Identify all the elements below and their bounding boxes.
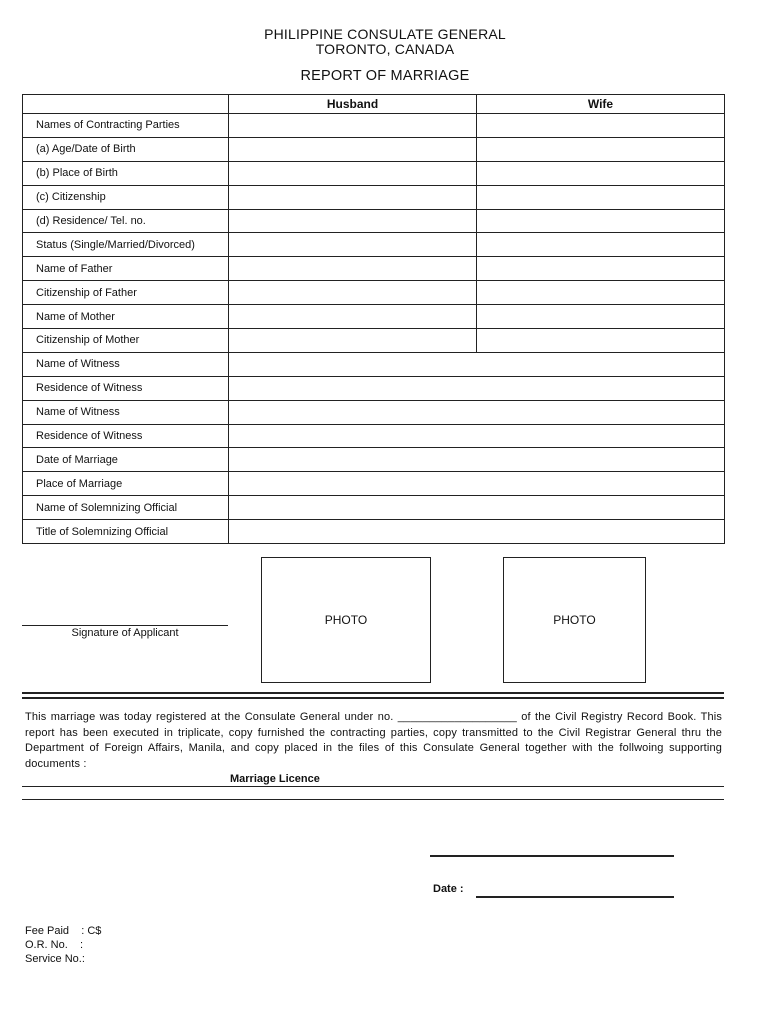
value-field[interactable] [229,520,725,544]
table-row [23,137,725,161]
table-row [23,400,725,424]
registration-statement: This marriage was today registered at the Consulate General under no. ___________________ of the Civil Registry Record Book. This report has been executed in triplicate, copy furnished the contracting parties, copy transmitted to the Civil Registrar General thru the Department of Foreign Affairs, Manila, and copy placed in the files of this Consulate General together with the follwoing supporting documents : [25,711,722,770]
table-row [23,329,725,353]
husband-field[interactable] [229,209,477,233]
row-label: Names of Contracting Parties [23,114,229,138]
date-label: Date : [433,883,464,895]
row-label: (c) Citizenship [23,185,229,209]
wife-column-header: Wife [477,95,725,114]
husband-field[interactable] [229,137,477,161]
row-label: (b) Place of Birth [23,161,229,185]
wife-field[interactable] [477,233,725,257]
marriage-report-table [22,94,725,544]
or-number-label: O.R. No. : [25,939,84,951]
table-row [23,233,725,257]
wife-field[interactable] [477,281,725,305]
row-label: Name of Mother [23,305,229,329]
row-label: Name of Witness [23,352,229,376]
supporting-document: Marriage Licence [230,773,320,785]
row-label: Name of Solemnizing Official [23,496,229,520]
table-row [23,281,725,305]
table-row [23,352,725,376]
husband-field[interactable] [229,161,477,185]
supporting-docs-line-1[interactable] [22,786,724,787]
wife-field[interactable] [477,209,725,233]
wife-field[interactable] [477,305,725,329]
table-row [23,185,725,209]
husband-photo-box: PHOTO [261,557,431,683]
value-field[interactable] [229,496,725,520]
table-row [23,209,725,233]
row-label: Title of Solemnizing Official [23,520,229,544]
service-number-label: Service No.: [25,953,85,965]
husband-field[interactable] [229,281,477,305]
row-label: Residence of Witness [23,424,229,448]
value-field[interactable] [229,352,725,376]
table-row [23,424,725,448]
table-row [23,496,725,520]
row-label: (a) Age/Date of Birth [23,137,229,161]
row-label: Date of Marriage [23,448,229,472]
table-row [23,257,725,281]
table-row [23,520,725,544]
row-label: Citizenship of Father [23,281,229,305]
section-divider [22,692,724,699]
table-row [23,305,725,329]
value-field[interactable] [229,424,725,448]
value-field[interactable] [229,400,725,424]
table-header-row [23,95,725,114]
row-label: Name of Witness [23,400,229,424]
value-field[interactable] [229,448,725,472]
blank-header-cell [23,95,229,114]
table-row [23,472,725,496]
husband-column-header: Husband [229,95,477,114]
table-row [23,376,725,400]
husband-field[interactable] [229,305,477,329]
table-row [23,161,725,185]
row-label: (d) Residence/ Tel. no. [23,209,229,233]
consul-signature-line[interactable] [430,855,674,857]
wife-field[interactable] [477,185,725,209]
table-row [23,448,725,472]
consulate-location: TORONTO, CANADA [315,41,455,57]
wife-field[interactable] [477,329,725,353]
value-field[interactable] [229,376,725,400]
husband-field[interactable] [229,114,477,138]
row-label: Place of Marriage [23,472,229,496]
signature-line[interactable] [22,625,228,626]
form-title: REPORT OF MARRIAGE [300,68,470,84]
wife-field[interactable] [477,161,725,185]
wife-field[interactable] [477,257,725,281]
table-row [23,114,725,138]
row-label: Residence of Witness [23,376,229,400]
wife-field[interactable] [477,137,725,161]
wife-field[interactable] [477,114,725,138]
date-line[interactable] [476,896,674,898]
consulate-name: PHILIPPINE CONSULATE GENERAL [264,26,506,42]
signature-label: Signature of Applicant [71,627,179,639]
fee-paid-label: Fee Paid : C$ [25,925,102,937]
wife-photo-box: PHOTO [503,557,646,683]
value-field[interactable] [229,472,725,496]
row-label: Status (Single/Married/Divorced) [23,233,229,257]
husband-field[interactable] [229,185,477,209]
husband-field[interactable] [229,257,477,281]
husband-field[interactable] [229,329,477,353]
supporting-docs-line-2[interactable] [22,799,724,800]
row-label: Name of Father [23,257,229,281]
husband-field[interactable] [229,233,477,257]
row-label: Citizenship of Mother [23,329,229,353]
